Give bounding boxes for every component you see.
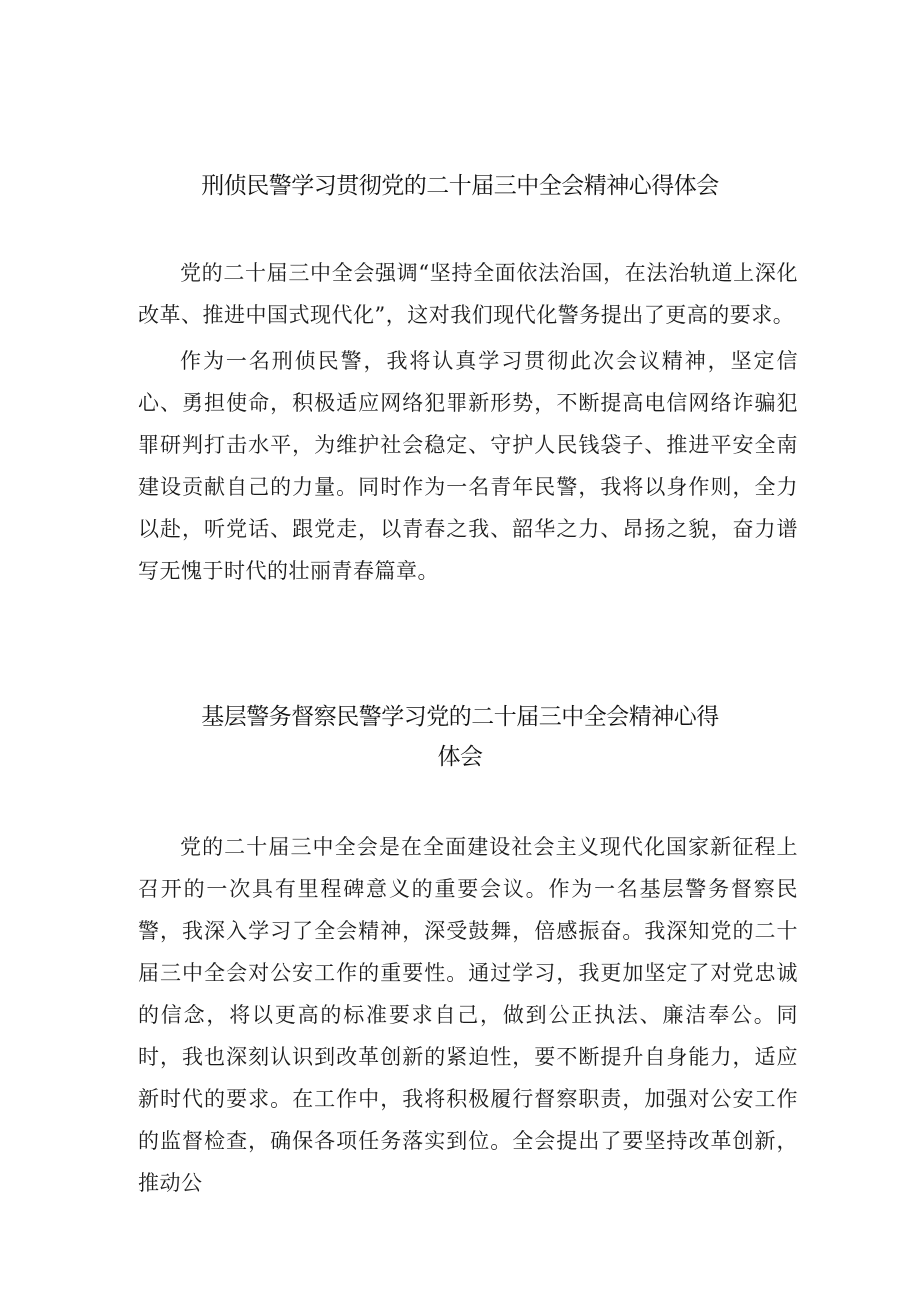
section-2-body — [138, 826, 798, 1204]
section-1-body — [138, 252, 798, 592]
section-2-title-line-2: 体会 — [437, 744, 483, 770]
section-2-title — [0, 697, 920, 777]
section-2-title-line-1: 基层警务督察民警学习党的二十届三中全会精神心得 — [201, 704, 719, 730]
section-1-paragraph-1: 党的二十届三中全会强调“坚持全面依法治国，在法治轨道上深化改革、推进中国式现代化”，这对我们现代化警务提出了更高的要求。 — [138, 261, 798, 327]
section-2-paragraph-1: 党的二十届三中全会是在全面建设社会主义现代化国家新征程上召开的一次具有里程碑意义的重要会议。作为一名基层警务督察民警，我深入学习了全会精神，深受鼓舞，倍感振奋。我深知党的二十届三中全会对公安工作的重要性。通过学习，我更加坚定了对党忠诚的信念，将以更高的标准要求自己，做到公正执法、廉洁奉公。同时，我也深刻认识到改革创新的紧迫性，要不断提升自身能力，适应新时代的要求。在工作中，我将积极履行督察职责，加强对公安工作的监督检查，确保各项任务落实到位。全会提出了要坚持改革创新，推动公 — [138, 835, 798, 1195]
section-1-paragraph-2: 作为一名刑侦民警，我将认真学习贯彻此次会议精神，坚定信心、勇担使命，积极适应网络犯罪新形势，不断提高电信网络诈骗犯罪研判打击水平，为维护社会稳定、守护人民钱袋子、推进平安全南建设贡献自己的力量。同时作为一名青年民警，我将以身作则，全力以赴，听党话、跟党走，以青春之我、韶华之力、昂扬之貌，奋力谱写无愧于时代的壮丽青春篇章。 — [138, 349, 798, 583]
section-1-title: 刑侦民警学习贯彻党的二十届三中全会精神心得体会 — [201, 173, 719, 199]
